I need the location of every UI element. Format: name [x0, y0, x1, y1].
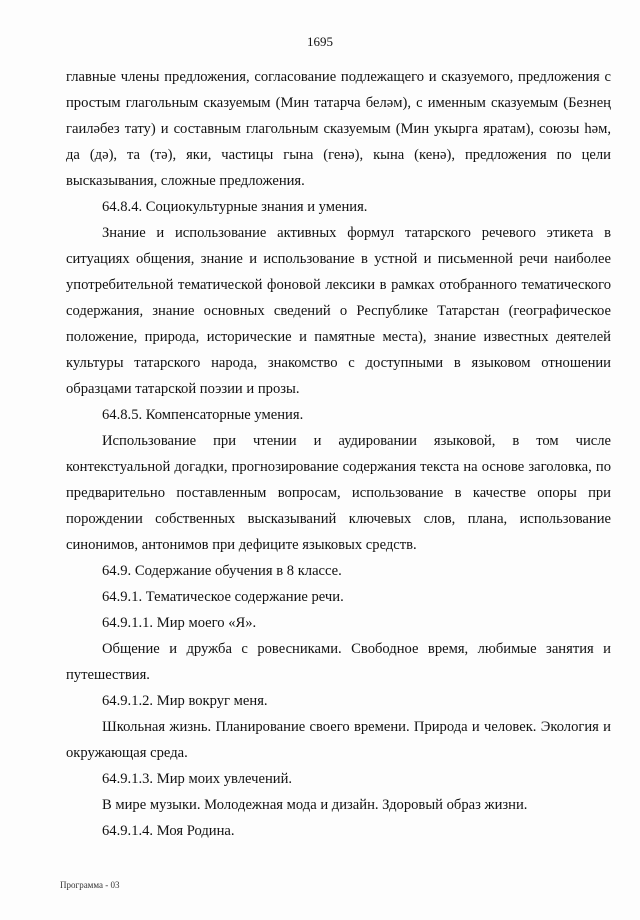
section-heading-64-8-5: 64.8.5. Компенсаторные умения. [102, 407, 304, 423]
paragraph-world-around: Школьная жизнь. Планирование своего времени. Природа и человек. Экология и окружающая среда. [66, 719, 611, 761]
paragraph-hobbies: В мире музыки. Молодежная мода и дизайн. Здоровый образ жизни. [102, 797, 528, 813]
section-heading-64-9-1-4: 64.9.1.4. Моя Родина. [102, 823, 235, 839]
page-number: 1695 [307, 34, 333, 49]
section-heading-64-9-1-1: 64.9.1.1. Мир моего «Я». [102, 615, 257, 631]
section-heading-64-9-1: 64.9.1. Тематическое содержание речи. [102, 589, 344, 605]
body-text [66, 64, 611, 844]
paragraph-compensatory: Использование при чтении и аудировании языковой, в том числе контекстуальной догадки, прогнозирование содержания текста на основе заголовка, по предварительно поставленным вопросам, использование в качестве опоры при порождении собственных высказываний ключевых слов, плана, использование синонимов, антонимов при дефиците языковых средств. [66, 433, 611, 553]
paragraph-grammar-continued: главные члены предложения, согласование подлежащего и сказуемого, предложения с простым глагольным сказуемым (Мин татарча беләм), с именным сказуемым (Безнең гаиләбез тату) и составным глагольным сказуемым (Мин укырга яратам), союзы һәм, да (дә), та (тә), яки, частицы гына (генә), кына (кенә), предложения по цели высказывания, сложные предложения. [66, 69, 611, 189]
paragraph-my-world: Общение и дружба с ровесниками. Свободное время, любимые занятия и путешествия. [66, 641, 611, 683]
section-heading-64-9-1-2: 64.9.1.2. Мир вокруг меня. [102, 693, 268, 709]
section-heading-64-8-4: 64.8.4. Социокультурные знания и умения. [102, 199, 368, 215]
paragraph-sociocultural: Знание и использование активных формул татарского речевого этикета в ситуациях общения, знание и использование в устной и письменной речи наиболее употребительной тематической фоновой лексики в рамках отобранного тематического содержания, знание основных сведений о Республике Татарстан (географическое положение, природа, исторические и памятные места), знание известных деятелей культуры татарского народа, знакомство с доступными в языковом отношении образцами татарской поэзии и прозы. [66, 225, 611, 397]
section-heading-64-9-1-3: 64.9.1.3. Мир моих увлечений. [102, 771, 293, 787]
section-heading-64-9: 64.9. Содержание обучения в 8 классе. [102, 563, 342, 579]
footer-label: Программа - 03 [60, 880, 120, 890]
